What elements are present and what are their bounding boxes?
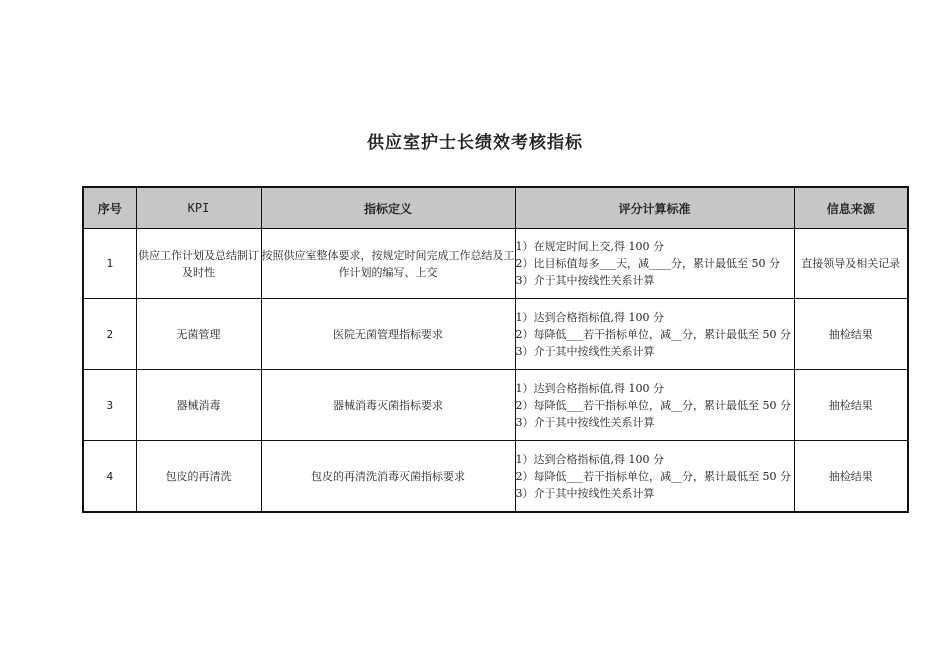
cell-kpi: 器械消毒 <box>136 370 261 441</box>
criteria-line: 2）每降低___若干指标单位，减__分，累计最低至 50 分 <box>515 469 791 483</box>
cell-criteria <box>515 299 794 370</box>
cell-seq: 4 <box>83 441 136 513</box>
criteria-line: 1）达到合格指标值,得 100 分 <box>515 310 664 324</box>
criteria-line: 2）比目标值每多___天，减____分，累计最低至 50 分 <box>515 257 780 270</box>
cell-definition: 器械消毒灭菌指标要求 <box>261 370 515 441</box>
criteria-line: 1）在规定时间上交,得 100 分 <box>515 240 664 253</box>
header-criteria: 评分计算标准 <box>515 187 794 229</box>
criteria-line: 3）介于其中按线性关系计算 <box>515 486 655 500</box>
table-header-row <box>83 187 908 229</box>
criteria-line: 3）介于其中按线性关系计算 <box>515 274 655 287</box>
header-source: 信息来源 <box>794 187 908 229</box>
cell-definition: 按照供应室整体要求，按规定时间完成工作总结及工作计划的编写、上交 <box>261 229 515 299</box>
cell-source: 抽检结果 <box>794 441 908 513</box>
page-title: 供应室护士长绩效考核指标 <box>367 133 583 153</box>
cell-kpi: 无菌管理 <box>136 299 261 370</box>
header-definition: 指标定义 <box>261 187 515 229</box>
cell-criteria <box>515 370 794 441</box>
table-row <box>83 370 908 441</box>
header-seq: 序号 <box>83 187 136 229</box>
cell-criteria <box>515 229 794 299</box>
criteria-line: 3）介于其中按线性关系计算 <box>515 415 655 429</box>
cell-definition: 医院无菌管理指标要求 <box>261 299 515 370</box>
cell-kpi: 包皮的再清洗 <box>136 441 261 513</box>
criteria-line: 1）达到合格指标值,得 100 分 <box>515 381 664 395</box>
table-row <box>83 441 908 513</box>
cell-criteria <box>515 441 794 513</box>
cell-seq: 3 <box>83 370 136 441</box>
criteria-line: 1）达到合格指标值,得 100 分 <box>515 452 664 466</box>
kpi-table <box>82 186 909 513</box>
criteria-line: 2）每降低___若干指标单位，减__分，累计最低至 50 分 <box>515 398 791 412</box>
cell-source: 抽检结果 <box>794 370 908 441</box>
header-kpi: KPI <box>136 187 261 229</box>
cell-kpi: 供应工作计划及总结制订及时性 <box>136 229 261 299</box>
table-row <box>83 229 908 299</box>
cell-definition: 包皮的再清洗消毒灭菌指标要求 <box>261 441 515 513</box>
cell-source: 直接领导及相关记录 <box>794 229 908 299</box>
cell-source: 抽检结果 <box>794 299 908 370</box>
table-row <box>83 299 908 370</box>
cell-seq: 2 <box>83 299 136 370</box>
criteria-line: 3）介于其中按线性关系计算 <box>515 344 655 358</box>
cell-seq: 1 <box>83 229 136 299</box>
criteria-line: 2）每降低___若干指标单位，减__分，累计最低至 50 分 <box>515 327 791 341</box>
